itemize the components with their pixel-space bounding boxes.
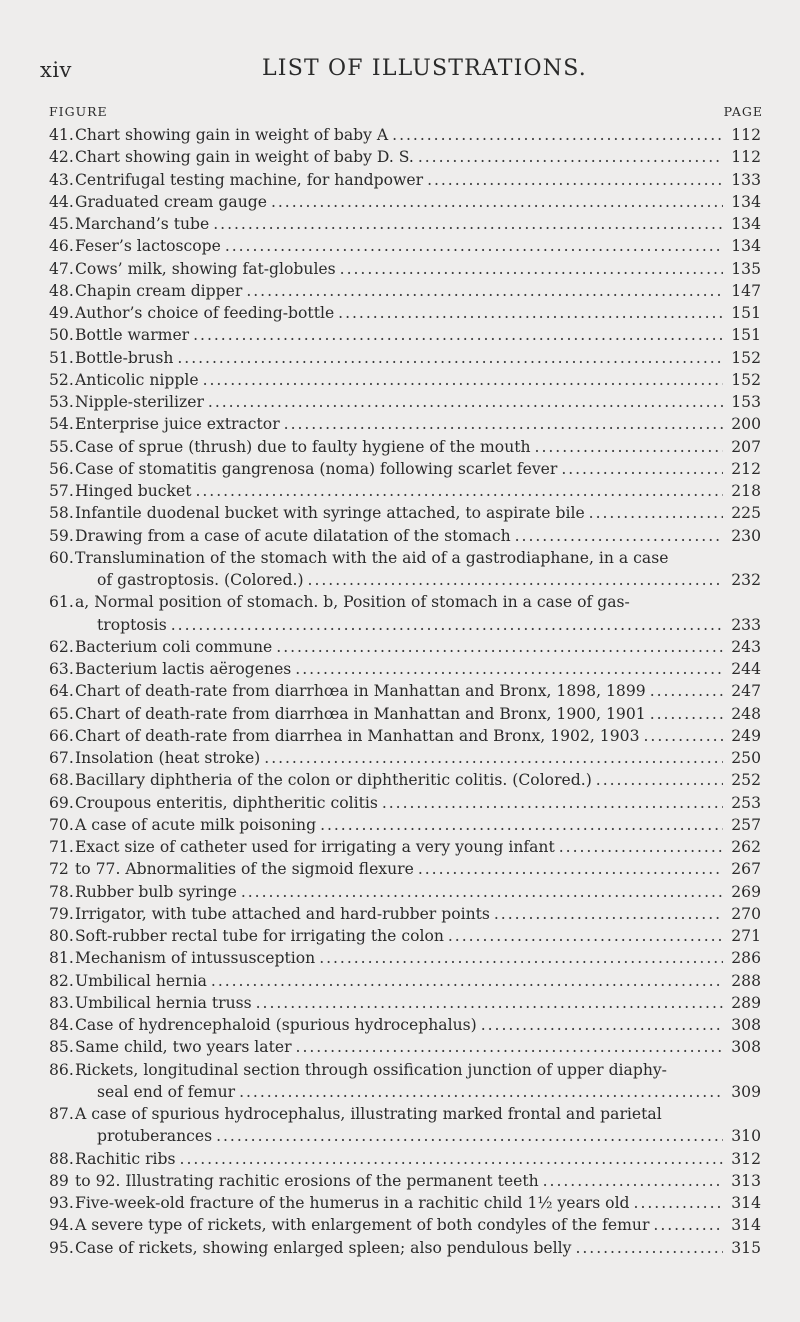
page-ref: 134 (731, 237, 761, 256)
page-ref: 152 (731, 348, 761, 367)
dot-leader (571, 1237, 723, 1259)
dot-leader (539, 1170, 723, 1192)
dot-leader (292, 1036, 723, 1058)
caption-line: Bottle-brush (75, 348, 174, 367)
dot-leader (204, 391, 723, 413)
page-ref: 315 (731, 1238, 761, 1257)
page-ref: 247 (731, 682, 761, 701)
figure-number: 93. (49, 1194, 74, 1212)
dot-leader (242, 280, 723, 302)
list-item (49, 769, 761, 791)
dot-leader (315, 947, 723, 969)
caption-line: of gastroptosis. (Colored.) (97, 571, 304, 589)
caption-line: Chart showing gain in weight of baby D. S. (75, 148, 414, 167)
list-item (49, 680, 761, 702)
page-ref: 225 (731, 504, 761, 523)
list-item (49, 747, 761, 769)
page-ref: 257 (731, 815, 761, 834)
dot-leader (191, 480, 723, 502)
dot-leader (209, 213, 723, 235)
figure-number: 62. (49, 637, 74, 656)
list-item (49, 1148, 761, 1170)
figure-number: 94. (49, 1216, 74, 1235)
figure-number: 95. (49, 1238, 74, 1257)
figure-number: 55. (49, 437, 74, 456)
page-ref: 310 (731, 1127, 761, 1146)
page-ref: 244 (731, 660, 761, 678)
dot-leader (221, 235, 723, 257)
figure-number: 81. (49, 949, 74, 968)
dot-leader (640, 725, 724, 747)
caption-line: Translumination of the stomach with the aid of a gastrodiaphane, in a case (75, 548, 669, 567)
figure-number: 46. (49, 237, 74, 256)
page-ref: 218 (731, 482, 761, 500)
list-item (49, 547, 761, 592)
page-ref: 243 (731, 637, 761, 656)
figure-number: 53. (49, 393, 74, 411)
page-ref: 153 (731, 393, 761, 411)
dot-leader (388, 124, 723, 146)
figure-number: 83. (49, 993, 74, 1012)
figure-number: 82. (49, 971, 74, 990)
list-item (49, 146, 761, 168)
column-heading-figure: FIGURE (49, 104, 108, 119)
figure-number: 88. (49, 1149, 74, 1168)
dot-leader (444, 925, 723, 947)
caption-line: Case of sprue (thrush) due to faulty hygiene of the mouth (75, 437, 531, 456)
page-ref: 134 (731, 215, 761, 233)
list-item (49, 324, 761, 346)
figure-number: 67. (49, 749, 74, 767)
figure-number: 70. (49, 815, 74, 834)
dot-leader (630, 1192, 723, 1214)
page-ref: 262 (731, 838, 761, 856)
page-ref: 212 (731, 459, 761, 478)
caption-line: Chart of death-rate from diarrhœa in Manhattan and Bronx, 1900, 1901 (75, 704, 646, 723)
caption-line: A severe type of rickets, with enlargement of both condyles of the femur (75, 1216, 650, 1235)
figure-number: 71. (49, 838, 74, 856)
caption-line: Centrifugal testing machine, for handpower (75, 170, 424, 189)
caption-line: A case of acute milk poisoning (75, 815, 317, 834)
list-item (49, 1237, 761, 1259)
caption-line: Case of rickets, showing enlarged spleen; also pendulous belly (75, 1238, 572, 1257)
page-ref: 135 (731, 259, 761, 278)
list-item (49, 213, 761, 235)
caption-line: Chapin cream dipper (75, 281, 243, 300)
figure-number: 72 (49, 860, 69, 879)
dot-leader (585, 502, 723, 524)
caption-line: Rubber bulb syringe (75, 882, 237, 901)
dot-leader (649, 1214, 723, 1236)
dot-leader (334, 302, 723, 324)
figure-number: 60. (49, 548, 74, 567)
figure-number: 79. (49, 904, 74, 923)
caption-line: Marchand’s tube (75, 215, 210, 233)
page-ref: 200 (731, 415, 761, 434)
figure-number: 57. (49, 482, 74, 500)
page-ref: 313 (731, 1171, 761, 1190)
page-ref: 252 (731, 771, 761, 790)
caption-line: Chart showing gain in weight of baby A (75, 126, 389, 144)
caption-line: to 77. Abnormalities of the sigmoid flexure (75, 860, 414, 879)
figure-number: 64. (49, 682, 74, 701)
caption-line: Irrigator, with tube attached and hard-rubber points (75, 904, 490, 923)
caption-line: troptosis (97, 615, 167, 634)
dot-leader (423, 169, 723, 191)
dot-leader (646, 680, 723, 702)
figure-number: 63. (49, 660, 74, 678)
figure-number: 42. (49, 148, 74, 167)
caption-line: a, Normal position of stomach. b, Position of stomach in a case of gas- (75, 593, 630, 612)
page-ref: 152 (731, 370, 761, 389)
dot-leader (336, 258, 723, 280)
page-ref: 271 (731, 927, 761, 945)
caption-line: Anticolic nipple (75, 370, 199, 389)
list-item (49, 636, 761, 658)
figure-number: 89 (49, 1171, 69, 1190)
dot-leader (212, 1125, 723, 1147)
caption-line: Bacillary diphtheria of the colon or diphtheritic colitis. (Colored.) (75, 771, 592, 790)
page-ref: 289 (731, 993, 761, 1012)
list-item (49, 391, 761, 413)
figure-number: 52. (49, 370, 74, 389)
figure-number: 86. (49, 1060, 74, 1079)
list-item (49, 280, 761, 302)
figure-number: 43. (49, 170, 74, 189)
list-item (49, 725, 761, 747)
caption-line: Hinged bucket (75, 482, 192, 500)
list-item (49, 1059, 761, 1104)
dot-leader (237, 881, 723, 903)
figure-number: 44. (49, 192, 74, 211)
page-ref: 112 (731, 126, 761, 144)
caption-line: to 92. Illustrating rachitic erosions of the permanent teeth (75, 1171, 539, 1190)
page-ref: 267 (731, 860, 761, 879)
dot-leader (260, 747, 723, 769)
column-heading-page: PAGE (723, 104, 763, 119)
caption-line: A case of spurious hydrocephalus, illustrating marked frontal and parietal (75, 1105, 662, 1123)
caption-line: seal end of femur (97, 1082, 236, 1101)
figure-number: 85. (49, 1038, 74, 1057)
dot-leader (511, 525, 723, 547)
figure-number: 66. (49, 726, 74, 745)
page-ref: 249 (731, 726, 761, 745)
caption-line: Chart of death-rate from diarrhea in Manhattan and Bronx, 1902, 1903 (75, 726, 640, 745)
list-item (49, 1103, 761, 1148)
caption-line: Croupous enteritis, diphtheritic colitis (75, 793, 378, 812)
figure-number: 49. (49, 304, 74, 322)
list-item (49, 992, 761, 1014)
caption-line: Umbilical hernia truss (75, 993, 252, 1012)
list-item (49, 925, 761, 947)
figure-number: 78. (49, 882, 74, 901)
list-item (49, 1214, 761, 1236)
dot-leader (304, 569, 723, 591)
list-item (49, 703, 761, 725)
list-item (49, 525, 761, 547)
dot-leader (490, 903, 723, 925)
figure-number: 87. (49, 1105, 74, 1123)
dot-leader (189, 324, 723, 346)
caption-line: Soft-rubber rectal tube for irrigating the colon (75, 927, 444, 945)
caption-line: Umbilical hernia (75, 971, 207, 990)
page-ref: 286 (731, 949, 761, 968)
list-item (49, 413, 761, 435)
dot-leader (378, 792, 723, 814)
list-item (49, 169, 761, 191)
page-ref: 308 (731, 1038, 761, 1057)
caption-line: Graduated cream gauge (75, 192, 267, 211)
figure-number: 51. (49, 348, 74, 367)
caption-line: Nipple-sterilizer (75, 393, 204, 411)
page-ref: 233 (731, 615, 761, 634)
caption-line: Insolation (heat stroke) (75, 749, 261, 767)
caption-line: Case of stomatitis gangrenosa (noma) following scarlet fever (75, 459, 558, 478)
dot-leader (207, 970, 723, 992)
figure-number: 47. (49, 259, 74, 278)
caption-line: Same child, two years later (75, 1038, 292, 1057)
dot-leader (557, 458, 723, 480)
figure-number: 68. (49, 771, 74, 790)
list-item (49, 191, 761, 213)
list-item (49, 436, 761, 458)
running-head: LIST OF ILLUSTRATIONS. (262, 56, 587, 81)
page-ref: 134 (731, 192, 761, 211)
page-ref: 151 (731, 326, 761, 345)
page-ref: 232 (731, 571, 761, 589)
figure-number: 61. (49, 593, 74, 612)
list-item (49, 302, 761, 324)
dot-leader (199, 369, 723, 391)
list-item (49, 258, 761, 280)
page-ref: 112 (731, 148, 761, 167)
page-ref: 151 (731, 304, 761, 322)
list-item (49, 458, 761, 480)
list-item (49, 1036, 761, 1058)
dot-leader (176, 1148, 723, 1170)
list-item (49, 1014, 761, 1036)
list-item (49, 1170, 761, 1192)
figure-number: 58. (49, 504, 74, 523)
caption-line: Author’s choice of feeding-bottle (75, 304, 335, 322)
list-item (49, 658, 761, 680)
dot-leader (267, 191, 723, 213)
dot-leader (477, 1014, 723, 1036)
caption-line: Chart of death-rate from diarrhœa in Manhattan and Bronx, 1898, 1899 (75, 682, 646, 701)
caption-line: protuberances (97, 1127, 213, 1146)
dot-leader (167, 614, 723, 636)
dot-leader (272, 636, 723, 658)
dot-leader (646, 703, 723, 725)
dot-leader (291, 658, 723, 680)
list-item (49, 480, 761, 502)
dot-leader (555, 836, 723, 858)
caption-line: Cows’ milk, showing fat-globules (75, 259, 336, 278)
dot-leader (173, 347, 723, 369)
dot-leader (280, 413, 723, 435)
page-ref: 230 (731, 526, 761, 545)
figure-number: 50. (49, 326, 74, 345)
dot-leader (414, 146, 723, 168)
list-item (49, 947, 761, 969)
caption-line: Rickets, longitudinal section through ossification junction of upper diaphy- (75, 1060, 667, 1079)
list-item (49, 792, 761, 814)
figure-number: 84. (49, 1016, 74, 1034)
dot-leader (235, 1081, 723, 1103)
page-number: xiv (40, 58, 72, 82)
caption-line: Five-week-old fracture of the humerus in a rachitic child 1½ years old (75, 1194, 630, 1212)
figure-number: 69. (49, 793, 74, 812)
page-ref: 248 (731, 704, 761, 723)
page-ref: 312 (731, 1149, 761, 1168)
page-ref: 207 (731, 437, 761, 456)
figure-number: 54. (49, 415, 74, 434)
figure-number: 45. (49, 215, 74, 233)
page-ref: 147 (731, 281, 761, 300)
list-item (49, 369, 761, 391)
caption-line: Case of hydrencephaloid (spurious hydrocephalus) (75, 1016, 477, 1034)
caption-line: Drawing from a case of acute dilatation of the stomach (75, 526, 511, 545)
figure-number: 65. (49, 704, 74, 723)
list-item (49, 502, 761, 524)
figure-number: 56. (49, 459, 74, 478)
caption-line: Infantile duodenal bucket with syringe attached, to aspirate bile (75, 504, 585, 523)
page-ref: 269 (731, 882, 761, 901)
dot-leader (531, 436, 723, 458)
caption-line: Bacterium lactis aërogenes (75, 660, 292, 678)
list-item (49, 591, 761, 636)
list-item (49, 235, 761, 257)
page-ref: 314 (731, 1216, 761, 1235)
list-item (49, 124, 761, 146)
page-ref: 133 (731, 170, 761, 189)
caption-line: Bacterium coli commune (75, 637, 273, 656)
caption-line: Rachitic ribs (75, 1149, 176, 1168)
page-ref: 250 (731, 749, 761, 767)
figure-number: 48. (49, 281, 74, 300)
dot-leader (316, 814, 723, 836)
figure-number: 41. (49, 126, 74, 144)
list-item (49, 970, 761, 992)
page-ref: 309 (731, 1082, 761, 1101)
dot-leader (592, 769, 723, 791)
page-ref: 314 (731, 1194, 761, 1212)
caption-line: Bottle warmer (75, 326, 190, 345)
caption-line: Exact size of catheter used for irrigating a very young infant (75, 838, 555, 856)
figure-number: 80. (49, 927, 74, 945)
page-ref: 308 (731, 1016, 761, 1034)
figure-number: 59. (49, 526, 74, 545)
list-item (49, 347, 761, 369)
page-ref: 253 (731, 793, 761, 812)
caption-line: Enterprise juice extractor (75, 415, 280, 434)
dot-leader (414, 858, 723, 880)
list-item (49, 1192, 761, 1214)
illustration-list (49, 124, 761, 1259)
list-item (49, 836, 761, 858)
dot-leader (252, 992, 723, 1014)
page-ref: 270 (731, 904, 761, 923)
list-item (49, 858, 761, 880)
list-item (49, 903, 761, 925)
caption-line: Mechanism of intussusception (75, 949, 316, 968)
list-item (49, 881, 761, 903)
list-item (49, 814, 761, 836)
caption-line: Feser’s lactoscope (75, 237, 221, 256)
page-ref: 288 (731, 971, 761, 990)
